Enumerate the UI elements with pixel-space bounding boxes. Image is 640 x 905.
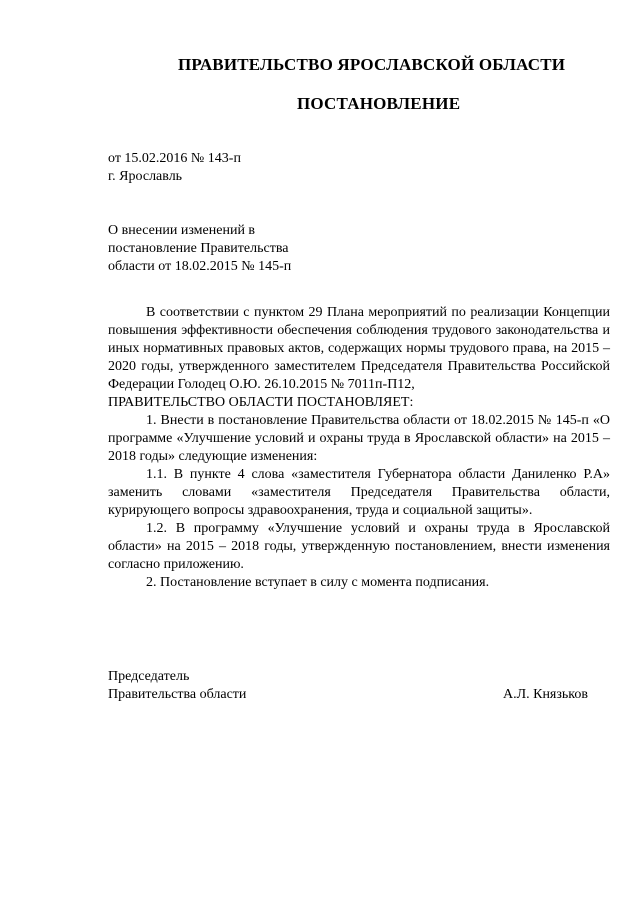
resolution-statement: ПРАВИТЕЛЬСТВО ОБЛАСТИ ПОСТАНОВЛЯЕТ: [108, 395, 414, 410]
document-subject [108, 222, 368, 276]
subject-line: О внесении изменений в [108, 223, 256, 238]
subject-line: постановление Правительства [108, 241, 289, 256]
signature-block [108, 668, 610, 704]
item-1-2-paragraph: 1.2. В программу «Улучшение условий и охраны труда в Ярославской области» на 2015 – 2018 годы, утвержденную постановлением, внести изменения согласно приложению. [108, 521, 610, 572]
document-date-number: от 15.02.2016 № 143-п [108, 151, 241, 166]
signatory-name: А.Л. Князьков [503, 687, 588, 702]
item-1-1-paragraph: 1.1. В пункте 4 слова «заместителя Губернатора области Даниленко Р.А» заменить словами «заместителя Председателя Правительства области, курирующего вопросы здравоохранения, труда и социальной защиты». [108, 467, 610, 518]
preamble-paragraph: В соответствии с пунктом 29 Плана мероприятий по реализации Концепции повышения эффективности обеспечения соблюдения трудового законодательства и иных нормативных правовых актов, содержащих нормы трудового права, на 2015 – 2020 годы, утвержденного заместителем Председателя Правительства Российской Федерации Голодец О.Ю. 26.10.2015 № 7011п-П12, [108, 305, 610, 392]
government-title: ПРАВИТЕЛЬСТВО ЯРОСЛАВСКОЙ ОБЛАСТИ [178, 55, 566, 74]
document-body [108, 304, 610, 592]
item-1-paragraph: 1. Внести в постановление Правительства области от 18.02.2015 № 145-п «О программе «Улучшение условий и охраны труда в Ярославской области» на 2015 – 2018 годы» следующие изменения: [108, 413, 610, 464]
subject-line: области от 18.02.2015 № 145-п [108, 259, 292, 274]
document-city: г. Ярославль [108, 169, 183, 184]
document-type-title: ПОСТАНОВЛЕНИЕ [297, 94, 461, 113]
signatory-position-line1: Председатель [108, 669, 190, 684]
signatory-position-line2: Правительства области [108, 687, 247, 702]
item-2-paragraph: 2. Постановление вступает в силу с момента подписания. [146, 575, 490, 590]
